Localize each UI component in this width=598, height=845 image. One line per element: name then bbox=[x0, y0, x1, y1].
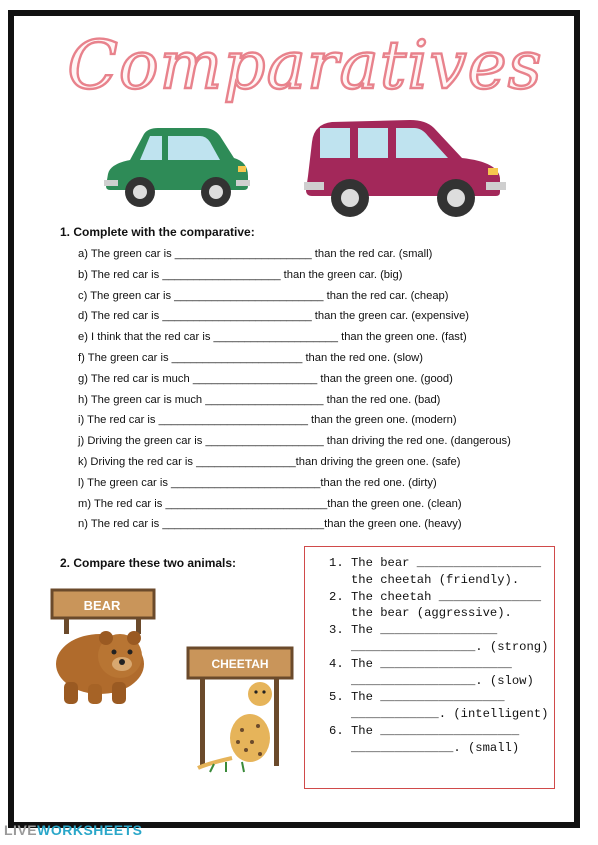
comparative-exercise-list bbox=[78, 244, 568, 535]
exercise-item: n) The red car is __________________________than the green one. (heavy) bbox=[78, 518, 462, 531]
exercise-item: g) The red car is much ____________________ than the green one. (good) bbox=[78, 372, 453, 385]
section2-heading: 2. Compare these two animals: bbox=[60, 556, 237, 570]
liveworksheets-logo bbox=[4, 822, 142, 838]
animal-exercise-list bbox=[329, 555, 548, 757]
green-car-image bbox=[100, 124, 252, 212]
exercise-item: m) The red car is __________________________than the green one. (clean) bbox=[78, 497, 462, 510]
exercise-item: d) The red car is ________________________ than the green car. (expensive) bbox=[78, 310, 470, 323]
bear-illustration bbox=[50, 586, 156, 710]
logo-part-worksheets: WORKSHEETS bbox=[37, 822, 143, 838]
animal-exercise-item: 5. The _________________ ____________. (intelligent) bbox=[329, 690, 549, 722]
red-car-image bbox=[302, 116, 510, 220]
exercise-item: f) The green car is _____________________ than the red one. (slow) bbox=[78, 351, 423, 364]
exercise-item: h) The green car is much ___________________ than the red one. (bad) bbox=[78, 393, 441, 406]
animal-exercise-item: 3. The ________________ _________________. (strong) bbox=[329, 623, 549, 654]
exercise-item: b) The red car is ___________________ than the green car. (big) bbox=[78, 268, 403, 281]
exercise-item: k) Driving the red car is ________________than driving the green one. (safe) bbox=[78, 455, 461, 468]
cheetah-illustration bbox=[186, 646, 294, 774]
animal-exercise-item: 1. The bear _________________ the cheetah (friendly). bbox=[329, 556, 542, 587]
exercise-item: c) The green car is ________________________ than the red car. (cheap) bbox=[78, 289, 449, 302]
title-banner bbox=[67, 18, 543, 114]
exercise-item: e) I think that the red car is ____________________ than the green one. (fast) bbox=[78, 331, 467, 344]
exercise-item: a) The green car is ______________________ than the red car. (small) bbox=[78, 248, 433, 260]
animal-exercise-item: 4. The __________________ _________________. (slow) bbox=[329, 656, 534, 688]
logo-part-live: LIVE bbox=[4, 822, 38, 838]
animal-comparison-box bbox=[304, 546, 555, 789]
animal-exercise-item: 6. The ___________________ ______________. (small) bbox=[329, 723, 520, 755]
exercise-item: j) Driving the green car is ___________________ than driving the red one. (dangerous) bbox=[78, 435, 511, 448]
cheetah-sign-label: CHEETAH bbox=[211, 657, 269, 671]
exercise-item: l) The green car is ________________________than the red one. (dirty) bbox=[78, 476, 437, 489]
page-title: Comparatives bbox=[67, 27, 543, 104]
section1-heading: 1. Complete with the comparative: bbox=[60, 225, 255, 239]
exercise-item: i) The red car is ________________________ than the green one. (modern) bbox=[78, 414, 457, 427]
bear-sign-label: BEAR bbox=[83, 598, 121, 613]
animal-exercise-item: 2. The cheetah ______________ the bear (aggressive). bbox=[329, 589, 542, 621]
